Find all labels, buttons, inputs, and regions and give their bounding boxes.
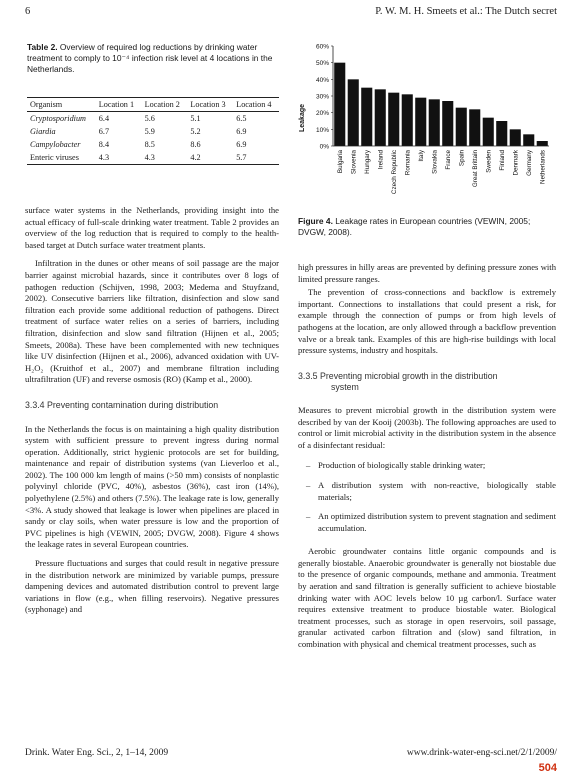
table-cell: 6.7 — [98, 127, 110, 136]
table-cell: 6.5 — [236, 114, 247, 123]
table-header-cell: Organism — [30, 100, 63, 109]
y-tick-label: 20% — [315, 110, 329, 118]
x-tick-label: Spain — [458, 150, 466, 167]
page-stamp: 504 — [538, 762, 557, 774]
table-cell: 4.2 — [190, 153, 201, 162]
paragraph: Measures to prevent microbial growth in the distribution system were described by van der Kooij (2003b). The following approaches are used to control or limit microbial activity in the distribution system in the absence of a disinfectant residual: — [298, 404, 556, 450]
table-cell: 5.6 — [144, 114, 155, 123]
figure-caption-text: Leakage rates in European countries (VEWIN, 2005; DVGW, 2008). — [298, 216, 531, 237]
table-cell: 8.4 — [98, 140, 110, 149]
right-column — [298, 262, 556, 651]
bar-great-brittain — [469, 109, 480, 146]
y-tick-label: 50% — [315, 60, 329, 68]
bar-spain — [456, 108, 467, 146]
table-row — [27, 125, 279, 138]
figure-caption — [298, 216, 556, 238]
table-cell: 8.6 — [190, 140, 201, 149]
table-header-cell: Location 3 — [190, 100, 226, 109]
bar-denmark — [510, 129, 521, 146]
x-tick-label: Ireland — [377, 150, 385, 170]
table-cell: 5.2 — [190, 127, 201, 136]
x-tick-label: Slovakia — [431, 150, 439, 174]
table-header-cell: Location 1 — [98, 100, 135, 109]
table-cell-organism: Cryptosporidium — [30, 114, 86, 123]
y-tick-label: 10% — [315, 126, 329, 134]
table-cell: 5.7 — [236, 153, 247, 162]
bar-czech-republic — [388, 93, 399, 146]
paragraph: surface water systems in the Netherlands, providing insight into the actual efficacy of full-scale drinking water treatment. Table 2 provides an overview of the log reduction that is required to comply to the health-based target at Dutch surface water treatment plants. — [25, 205, 279, 250]
y-tick-label: 40% — [315, 76, 329, 84]
x-tick-label: Hungary — [363, 150, 371, 174]
paragraph: Infiltration in the dunes or other means of soil passage are the major barrier against microbial hazards, since it contributes over 8 logs of pathogen reduction (Schijven, 1998, 2003; Medema and Stuyfzand, 2002). Consecutive barriers like filtration, disinfection and slow sand filtration each provide some additional reduction of pathogens. Direct treatment of surface water relies on a series of barriers, including filtration, disinfection and slow sand filtration (Hijnen et al., 2005; Smeets, 2008a). These have been complemented with new techniques like UV disinfection (Hijnen et al., 2006), advanced oxidation with UV-H₂O₂ (Kruithof et al., 2007) and membrane filtration including ultrafiltration (UF) and reverse osmosis (RO) (Kamp et al., 2000). — [25, 258, 279, 385]
bar-finland — [496, 121, 507, 146]
table-cell: 6.4 — [98, 114, 110, 123]
table-row — [27, 138, 279, 151]
list-item: – Production of biologically stable drinking water; — [306, 460, 486, 471]
section-heading-3-3-5: 3.3.5 Preventing microbial growth in the distribution — [298, 370, 498, 381]
table-cell: 6.9 — [236, 127, 247, 136]
y-tick-label: 60% — [315, 43, 329, 51]
table-cell: 8.5 — [144, 140, 155, 149]
x-tick-label: Great Brittain — [471, 150, 479, 188]
paragraph: high pressures in hilly areas are prevented by defining pressure zones with limited pressure ranges. — [298, 262, 556, 284]
table-cell-organism: Giardia — [30, 127, 56, 136]
footer-journal: Drink. Water Eng. Sci., 2, 1–14, 2009 — [25, 748, 169, 758]
x-tick-label: Czech Republic — [390, 150, 398, 195]
figure-caption-label: Figure 4. — [298, 216, 333, 226]
x-tick-label: Germany — [525, 150, 533, 176]
bar-bulgaria — [334, 63, 345, 146]
x-tick-label: Denmark — [512, 150, 520, 176]
table-header-row — [27, 98, 279, 112]
x-tick-label: Netherlands — [539, 150, 547, 184]
paragraph: In the Netherlands the focus is on maintaining a high quality distribution system with sufficient pressure to prevent ingress during normal operation. Additionally, strict hygienic protocols are set for building, maintenance and repair of distribution systems (van Lieverloo et al., 2002). The 100 000 km length of mains (>50 mm) consists of nonplastic polyvinyl chloride (PVC, 40%), asbestos (36%), cast iron (14%), polyethylene (2.5%) and others (7.5%). The leakage rate is low, generally <3%. A study showed that leakage is lower when pipelines are placed in sandy or clay soils, when water pressure is low and the proportion of PVC pipelines is high (VEWIN, 2005; DVGW, 2008). Figure 4 shows the leakage rates in several European countries. — [25, 423, 279, 550]
table-caption — [27, 42, 279, 75]
list-item: – A distribution system with non-reactive, biologically stable materials; — [306, 479, 556, 502]
x-tick-label: Bulgaria — [336, 150, 344, 174]
page-number: 6 — [25, 6, 31, 17]
table-cell-organism: Enteric viruses — [30, 153, 79, 162]
section-heading-3-3-5-cont: system — [331, 382, 359, 393]
x-tick-label: Romania — [404, 150, 412, 176]
running-title: P. W. M. H. Smeets et al.: The Dutch secret — [375, 6, 557, 17]
bar-slovenia — [348, 79, 359, 146]
footer-url: www.drink-water-eng-sci.net/2/1/2009/ — [406, 748, 557, 758]
table-cell: 4.3 — [144, 153, 155, 162]
table-header-cell: Location 2 — [144, 100, 180, 109]
bar-sweden — [483, 118, 494, 146]
x-tick-label: France — [444, 150, 452, 170]
table-row — [27, 112, 279, 126]
table-cell: 5.9 — [144, 127, 155, 136]
left-column — [25, 205, 279, 616]
bar-slovakia — [429, 99, 440, 146]
table-cell-organism: Campylobacter — [30, 140, 81, 149]
x-tick-label: Finland — [498, 150, 506, 171]
table-caption-label: Table 2. — [27, 42, 58, 52]
y-tick-label: 30% — [315, 93, 329, 101]
bar-germany — [523, 134, 534, 146]
x-tick-label: Slovenia — [350, 150, 358, 175]
paragraph: Pressure fluctuations and surges that could result in negative pressure in the distribution network are minimized by variable pumps, pressure dampening devices and automated distribution control to prevent large variations in flow (e.g., when filling reservoirs). Negative pressures (syphonage) and — [25, 558, 279, 615]
table-cell: 6.9 — [236, 140, 247, 149]
y-tick-label: 0% — [319, 143, 329, 151]
bar-ireland — [375, 89, 386, 146]
bar-netherlands — [537, 141, 548, 146]
section-heading-3-3-4: 3.3.4 Preventing contamination during distribution — [25, 399, 219, 410]
table-2 — [27, 97, 279, 165]
table-cell: 4.3 — [98, 153, 110, 162]
bar-romania — [402, 94, 413, 146]
table-cell: 5.1 — [190, 114, 201, 123]
x-tick-label: Sweden — [485, 150, 493, 173]
bar-hungary — [361, 88, 372, 146]
bar-france — [442, 101, 453, 146]
table-row — [27, 151, 279, 165]
table-header-cell: Location 4 — [236, 100, 272, 109]
leakage-bar-chart — [295, 38, 557, 216]
bar-italy — [415, 98, 426, 146]
list-item: – An optimized distribution system to prevent stagnation and sediment accumulation. — [306, 511, 556, 533]
table-caption-text: Overview of required log reductions by drinking water treatment to comply to 10⁻⁴ infection risk level at 4 locations in the Netherlands. — [27, 42, 273, 74]
bullet-list — [298, 460, 556, 534]
x-tick-label: Italy — [417, 150, 425, 162]
paragraph: Aerobic groundwater contains little organic compounds and is generally biostable. Anaerobic groundwater is generally not biostable due to the presence of organic compounds, methane and ammonia. Treatment by aeration and sand filtration is generally sufficient to achieve biostable drinking water with AOC levels below 10 µg carbon/l. Surface water requires extensive treatment to produce biostable water. Biological treatment processes, such as storage in open reservoirs, soil passage, granular activated carbon filtration and (slow) sand filtration, in combination with physical and chemical treatment processes, such as — [298, 546, 556, 650]
y-axis-label: Leakage — [299, 103, 306, 133]
paragraph: The prevention of cross-connections and backflow is extremely important. Connections to installations that could present a risk, for example through the connection of pumps or from high levels of pathogens at the location, are only allowed through a backflow prevention valve or a break tank. Examples of this are high-rise buildings with local pressure systems, industry and hospitals. — [298, 287, 556, 356]
